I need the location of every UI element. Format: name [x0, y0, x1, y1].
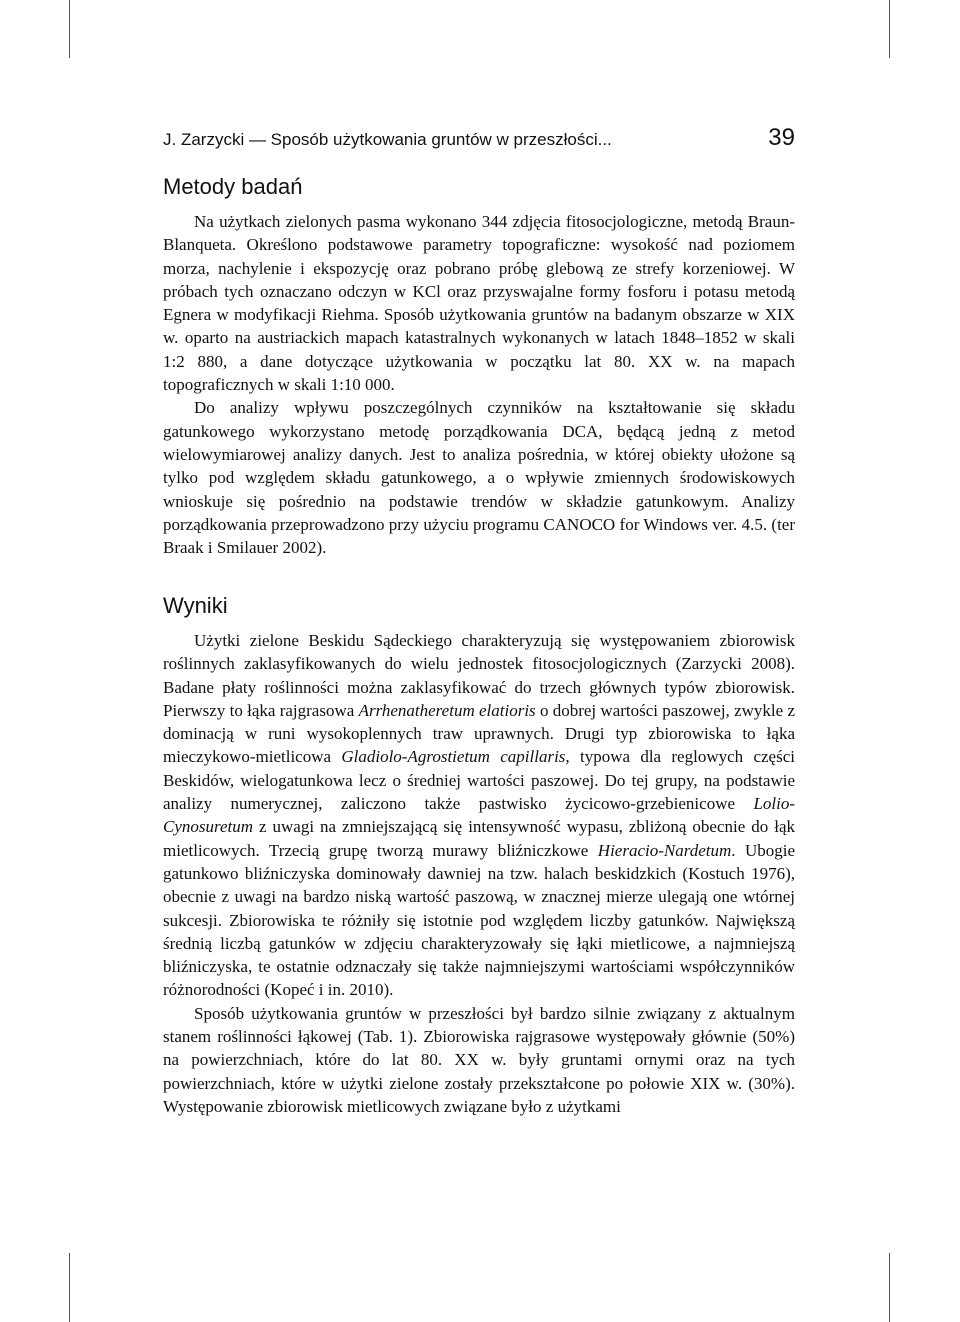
species-name-lolio-cynosuretum: Lolio-Cynosuretum	[163, 794, 795, 837]
crop-mark-bottom-right	[889, 1253, 890, 1322]
text-run: , typowa dla reglowych części Beskidów, wielogatunkowa lecz o średniej wartości paszowej. Do tej grupy, na podstawie analizy numerycznej, zaliczono także pastwisko życicowo-grzebienicowe	[163, 747, 795, 814]
methods-paragraph-2: Do analizy wpływu poszczególnych czynników na kształtowanie się składu gatunkowego wykorzystano metodę porządkowania DCA, będącą jedną z metod wielowymiarowej analizy danych. Jest to analiza pośrednia, w której obiekty ułożone są tylko pod względem składu gatunkowego, a o wpływie zmiennych środowiskowych wnioskuje się pośrednio na podstawie trendów w składzie gatunkowym. Analizy porządkowania przeprowadzono przy użyciu programu CANOCO for Windows ver. 4.5. (ter Braak i Smilauer 2002).	[163, 398, 795, 558]
species-name-arrhenatheretum: Arrhenatheretum elatioris	[358, 700, 536, 720]
text-run: . Ubogie gatunkowo bliźniczyska dominowały dawniej na tzw. halach beskidzkich (Kostuch 1976), obecnie z uwagi na bardzo niską wartość paszową, w znacznej mierze ulegają one wtórnej sukcesji. Zbiorowiska te różniły się istotnie pod względem liczby gatunków. Największą średnią liczbą gatunków w zdjęciu charakteryzowały się łąki mietlicowe, a najmniejszą bliźniczyska, te ostatnie odznaczały się także najmniejszymi wartościami współczynników różnorodności (Kopeć i in. 2010).	[163, 840, 796, 1000]
section-heading-methods: Metody badań	[163, 174, 303, 199]
results-paragraph-1	[163, 629, 795, 1002]
running-title: J. Zarzycki — Sposób użytkowania gruntów w przeszłości...	[163, 130, 612, 149]
text-run: z uwagi na zmniejszającą się intensywność wypasu, zbliżoną obecnie do łąk mietlicowych. Trzecią grupę tworzą murawy bliźniczkowe	[163, 817, 795, 860]
species-name-hieracio-nardetum: Hieracio-Nardetum	[597, 840, 732, 860]
running-head	[163, 124, 795, 154]
crop-mark-top-left	[69, 0, 70, 58]
results-paragraph-2: Sposób użytkowania gruntów w przeszłości był bardzo silnie związany z aktualnym stanem roślinności łąkowej (Tab. 1). Zbiorowiska rajgrasowe występowały głównie (50%) na powierzchniach, które do lat 80. XX w. były gruntami ornymi oraz na tych powierzchniach, które w użytki zielone zostały przekształcone po połowie XIX w. (30%). Występowanie zbiorowisk mietlicowych związane było z użytkami	[163, 1003, 795, 1116]
results-body	[163, 629, 795, 1118]
page-number: 39	[768, 124, 795, 151]
text-run: Użytki zielone Beskidu Sądeckiego charakteryzują się występowaniem zbiorowisk roślinnych zaklasyfikowanych do wielu jednostek fitosocjologicznych (Zarzycki 2008). Badane płaty roślinności można zaklasyfikować do trzech głównych typów zbiorowisk. Pierwszy to łąka rajgrasowa	[163, 631, 795, 720]
methods-body	[163, 210, 795, 559]
section-heading-results: Wyniki	[163, 593, 228, 618]
crop-mark-bottom-left	[69, 1253, 70, 1322]
species-name-gladiolo-agrostietum: Gladiolo-Agrostietum capillaris	[341, 747, 566, 767]
crop-mark-top-right	[889, 0, 890, 58]
methods-paragraph-1: Na użytkach zielonych pasma wykonano 344 zdjęcia fitosocjologiczne, metodą Braun-Blanqueta. Określono podstawowe parametry topograficzne: wysokość nad poziomem morza, nachylenie i ekspozycję oraz pobrano próbę glebową ze strefy korzeniowej. W próbach tych oznaczano odczyn w KCl oraz przyswajalne formy fosforu i potasu metodą Egnera w modyfikacji Riehma. Sposób użytkowania gruntów na badanym obszarze w XIX w. oparto na austriackich mapach katastralnych wykonanych w latach 1848–1852 w skali 1:2 880, a dane dotyczące użytkowania w początku lat 80. XX w. na mapach topograficznych w skali 1:10 000.	[163, 212, 795, 395]
text-run: o dobrej wartości paszowej, zwykle z dominacją w runi wysokoplennych traw uprawnych. Drugi typ zbiorowiska to łąka mieczykowo-mietlicowa	[163, 700, 796, 767]
